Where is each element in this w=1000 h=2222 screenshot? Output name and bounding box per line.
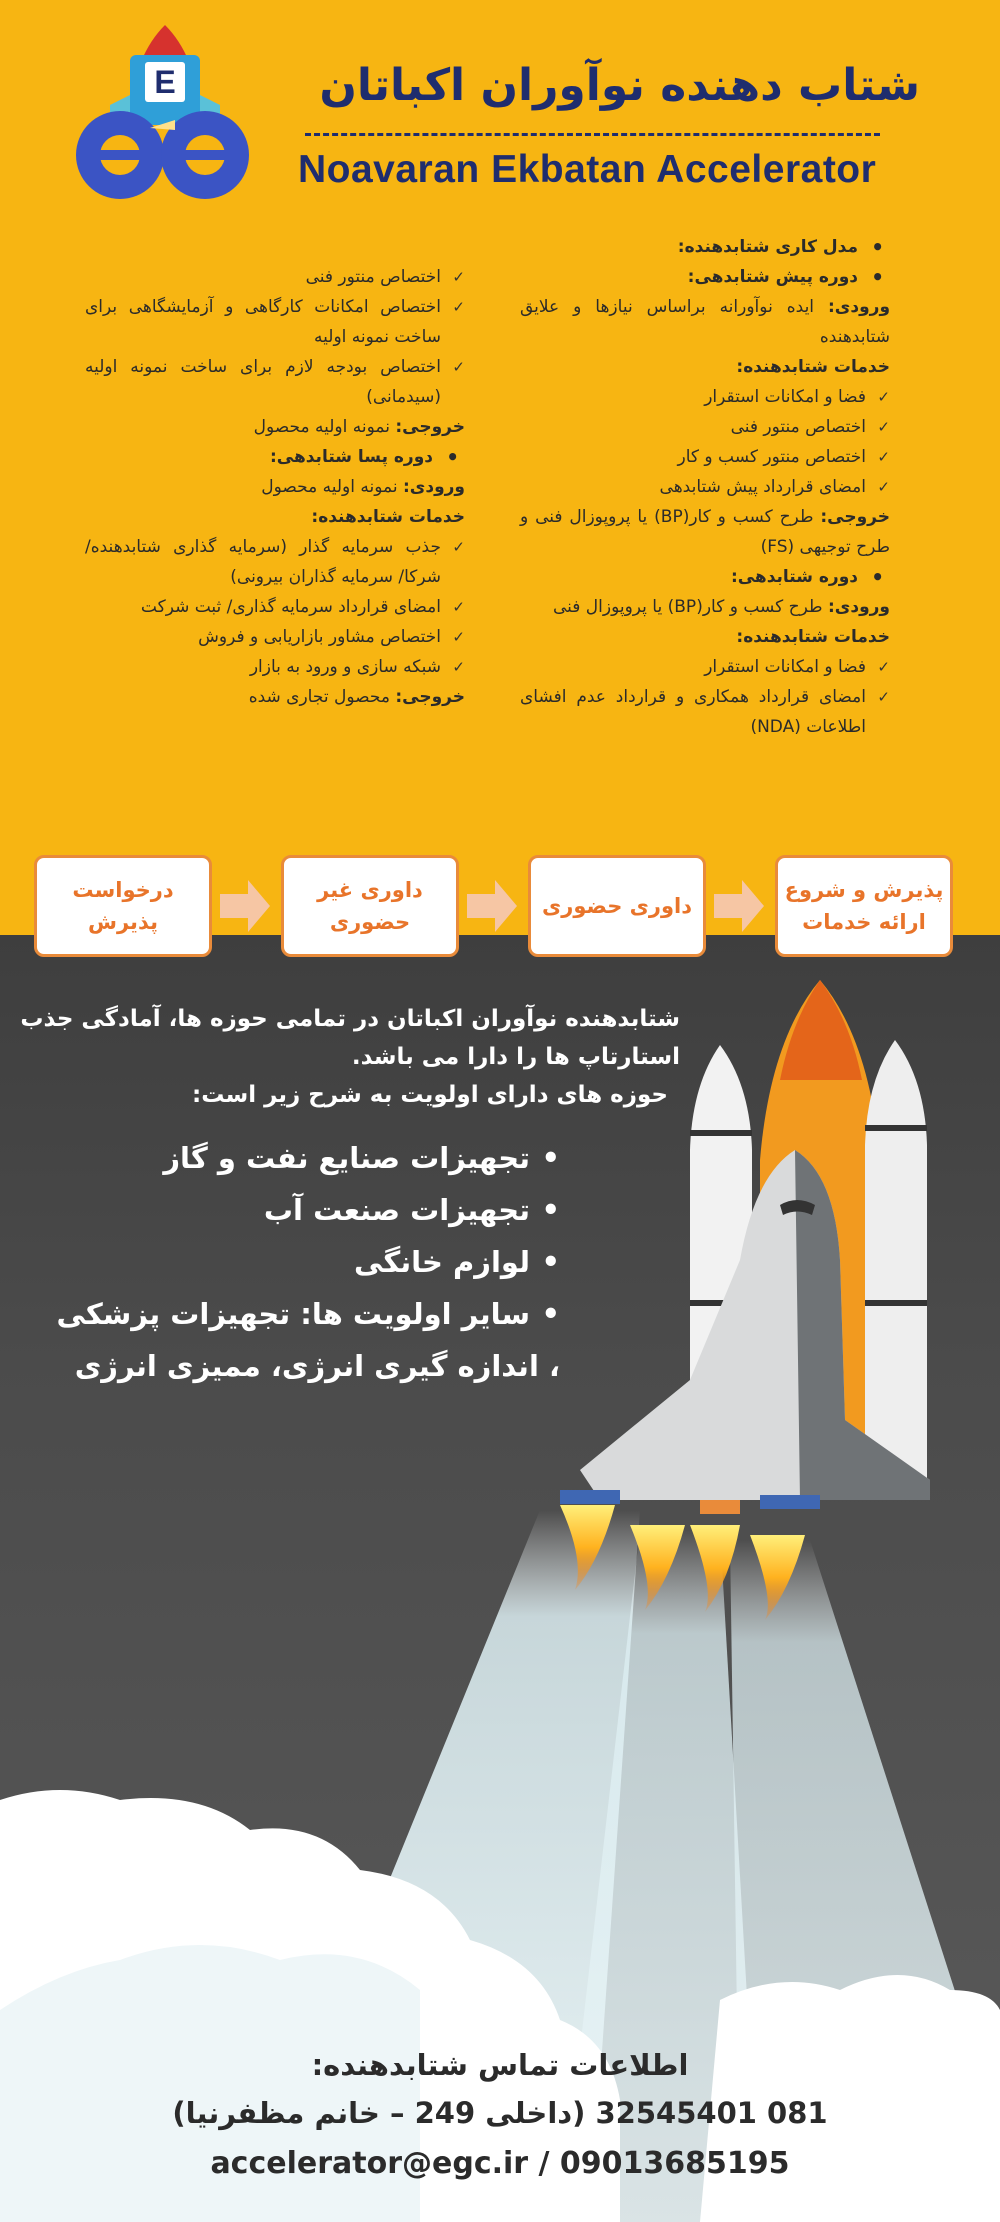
- title-persian: شتاب دهنده نوآوران اکباتان: [319, 60, 920, 111]
- intro-line: استارتاپ ها را دارا می باشد.: [351, 1044, 680, 1070]
- pre-services-heading: خدمات شتابدهنده:: [736, 357, 890, 377]
- list-item: • تجهیزات صنایع نفت و گاز: [40, 1132, 560, 1184]
- list-item: ✓ امضای قرارداد همکاری و قرارداد عدم افشای اطلاعات (NDA): [520, 682, 890, 742]
- left-column: [85, 262, 465, 712]
- process-step-3: داوری غیر حضوری: [281, 855, 459, 957]
- intro-line: شتابدهنده نوآوران اکباتان در تمامی حوزه ها، آمادگی جذب: [20, 1006, 680, 1032]
- list-item: ✓ فضا و امکانات استقرار: [520, 652, 890, 682]
- list-item: ✓ فضا و امکانات استقرار: [520, 382, 890, 412]
- arrow-right-icon: [467, 880, 517, 932]
- list-item: ✓ اختصاص امکانات کارگاهی و آزمایشگاهی برای ساخت نمونه اولیه: [85, 292, 465, 352]
- title-english: Noavaran Ekbatan Accelerator: [298, 148, 877, 191]
- model-heading: • مدل کاری شتابدهنده:: [520, 232, 890, 262]
- list-item: ✓ اختصاص بودجه لازم برای ساخت نمونه اولیه (سیدمانی): [85, 352, 465, 412]
- list-item: ✓ شبکه سازی و ورود به بازار: [85, 652, 465, 682]
- pre-output: خروجی: طرح کسب و کار(BP) یا پروپوزال فنی و طرح توجیهی (FS): [520, 507, 890, 557]
- acc-input: ورودی: طرح کسب و کار(BP) یا پروپوزال فنی: [552, 597, 890, 617]
- list-item: ✓ اختصاص منتور فنی: [85, 262, 465, 292]
- acc-output: خروجی: نمونه اولیه محصول: [253, 417, 465, 437]
- list-item: ✓ اختصاص مشاور بازاریابی و فروش: [85, 622, 465, 652]
- list-item: • لوازم خانگی: [40, 1236, 560, 1288]
- logo-arrow: [185, 150, 225, 160]
- process-step-2: داوری حضوری: [528, 855, 706, 957]
- pre-acceleration-heading: • دوره پیش شتابدهی:: [520, 262, 890, 292]
- list-item: ✓ امضای قرارداد پیش شتابدهی: [520, 472, 890, 502]
- logo-arrow: [100, 150, 140, 160]
- contact-heading: اطلاعات تماس شتابدهنده:: [311, 2048, 689, 2082]
- list-item: • سایر اولویت ها: تجهیزات پزشکی: [40, 1288, 560, 1340]
- priority-list: [40, 1132, 560, 1392]
- process-step-4: درخواست پذیرش: [34, 855, 212, 957]
- list-item: ✓ امضای قرارداد سرمایه گذاری/ ثبت شرکت: [85, 592, 465, 622]
- acc-services-heading: خدمات شتابدهنده:: [736, 627, 890, 647]
- list-item-continuation: ، اندازه گیری انرژی، ممیزی انرژی: [74, 1349, 560, 1383]
- list-item: • تجهیزات صنعت آب: [40, 1184, 560, 1236]
- contact-email: accelerator@egc.ir / 09013685195: [210, 2146, 790, 2181]
- acceleration-heading: • دوره شتابدهی:: [520, 562, 890, 592]
- list-item: ✓ اختصاص منتور فنی: [520, 412, 890, 442]
- arrow-right-icon: [714, 880, 764, 932]
- intro-line: حوزه های دارای اولویت به شرح زیر است:: [192, 1082, 668, 1108]
- contact-phone: 081 32545401 (داخلی 249 – خانم مظفرنیا): [172, 2096, 828, 2130]
- arrow-right-icon: [220, 880, 270, 932]
- post-output: خروجی: محصول تجاری شده: [248, 687, 465, 707]
- right-column: [520, 232, 890, 742]
- pre-input: ورودی: ایده نوآورانه براساس نیازها و علایق شتابدهنده: [520, 297, 891, 347]
- logo-letter: E: [154, 64, 176, 100]
- post-services-heading: خدمات شتابدهنده:: [311, 507, 465, 527]
- title-divider: [305, 133, 880, 136]
- list-item: ✓ اختصاص منتور کسب و کار: [520, 442, 890, 472]
- process-step-1: پذیرش و شروع ارائه خدمات: [775, 855, 953, 957]
- post-input: ورودی: نمونه اولیه محصول: [261, 477, 465, 497]
- intro-text: [20, 1000, 680, 1114]
- list-item: ✓ جذب سرمایه گذار (سرمایه گذاری شتابدهنده/ شرکا/ سرمایه گذاران بیرونی): [85, 532, 465, 592]
- post-acceleration-heading: • دوره پسا شتابدهی:: [85, 442, 465, 472]
